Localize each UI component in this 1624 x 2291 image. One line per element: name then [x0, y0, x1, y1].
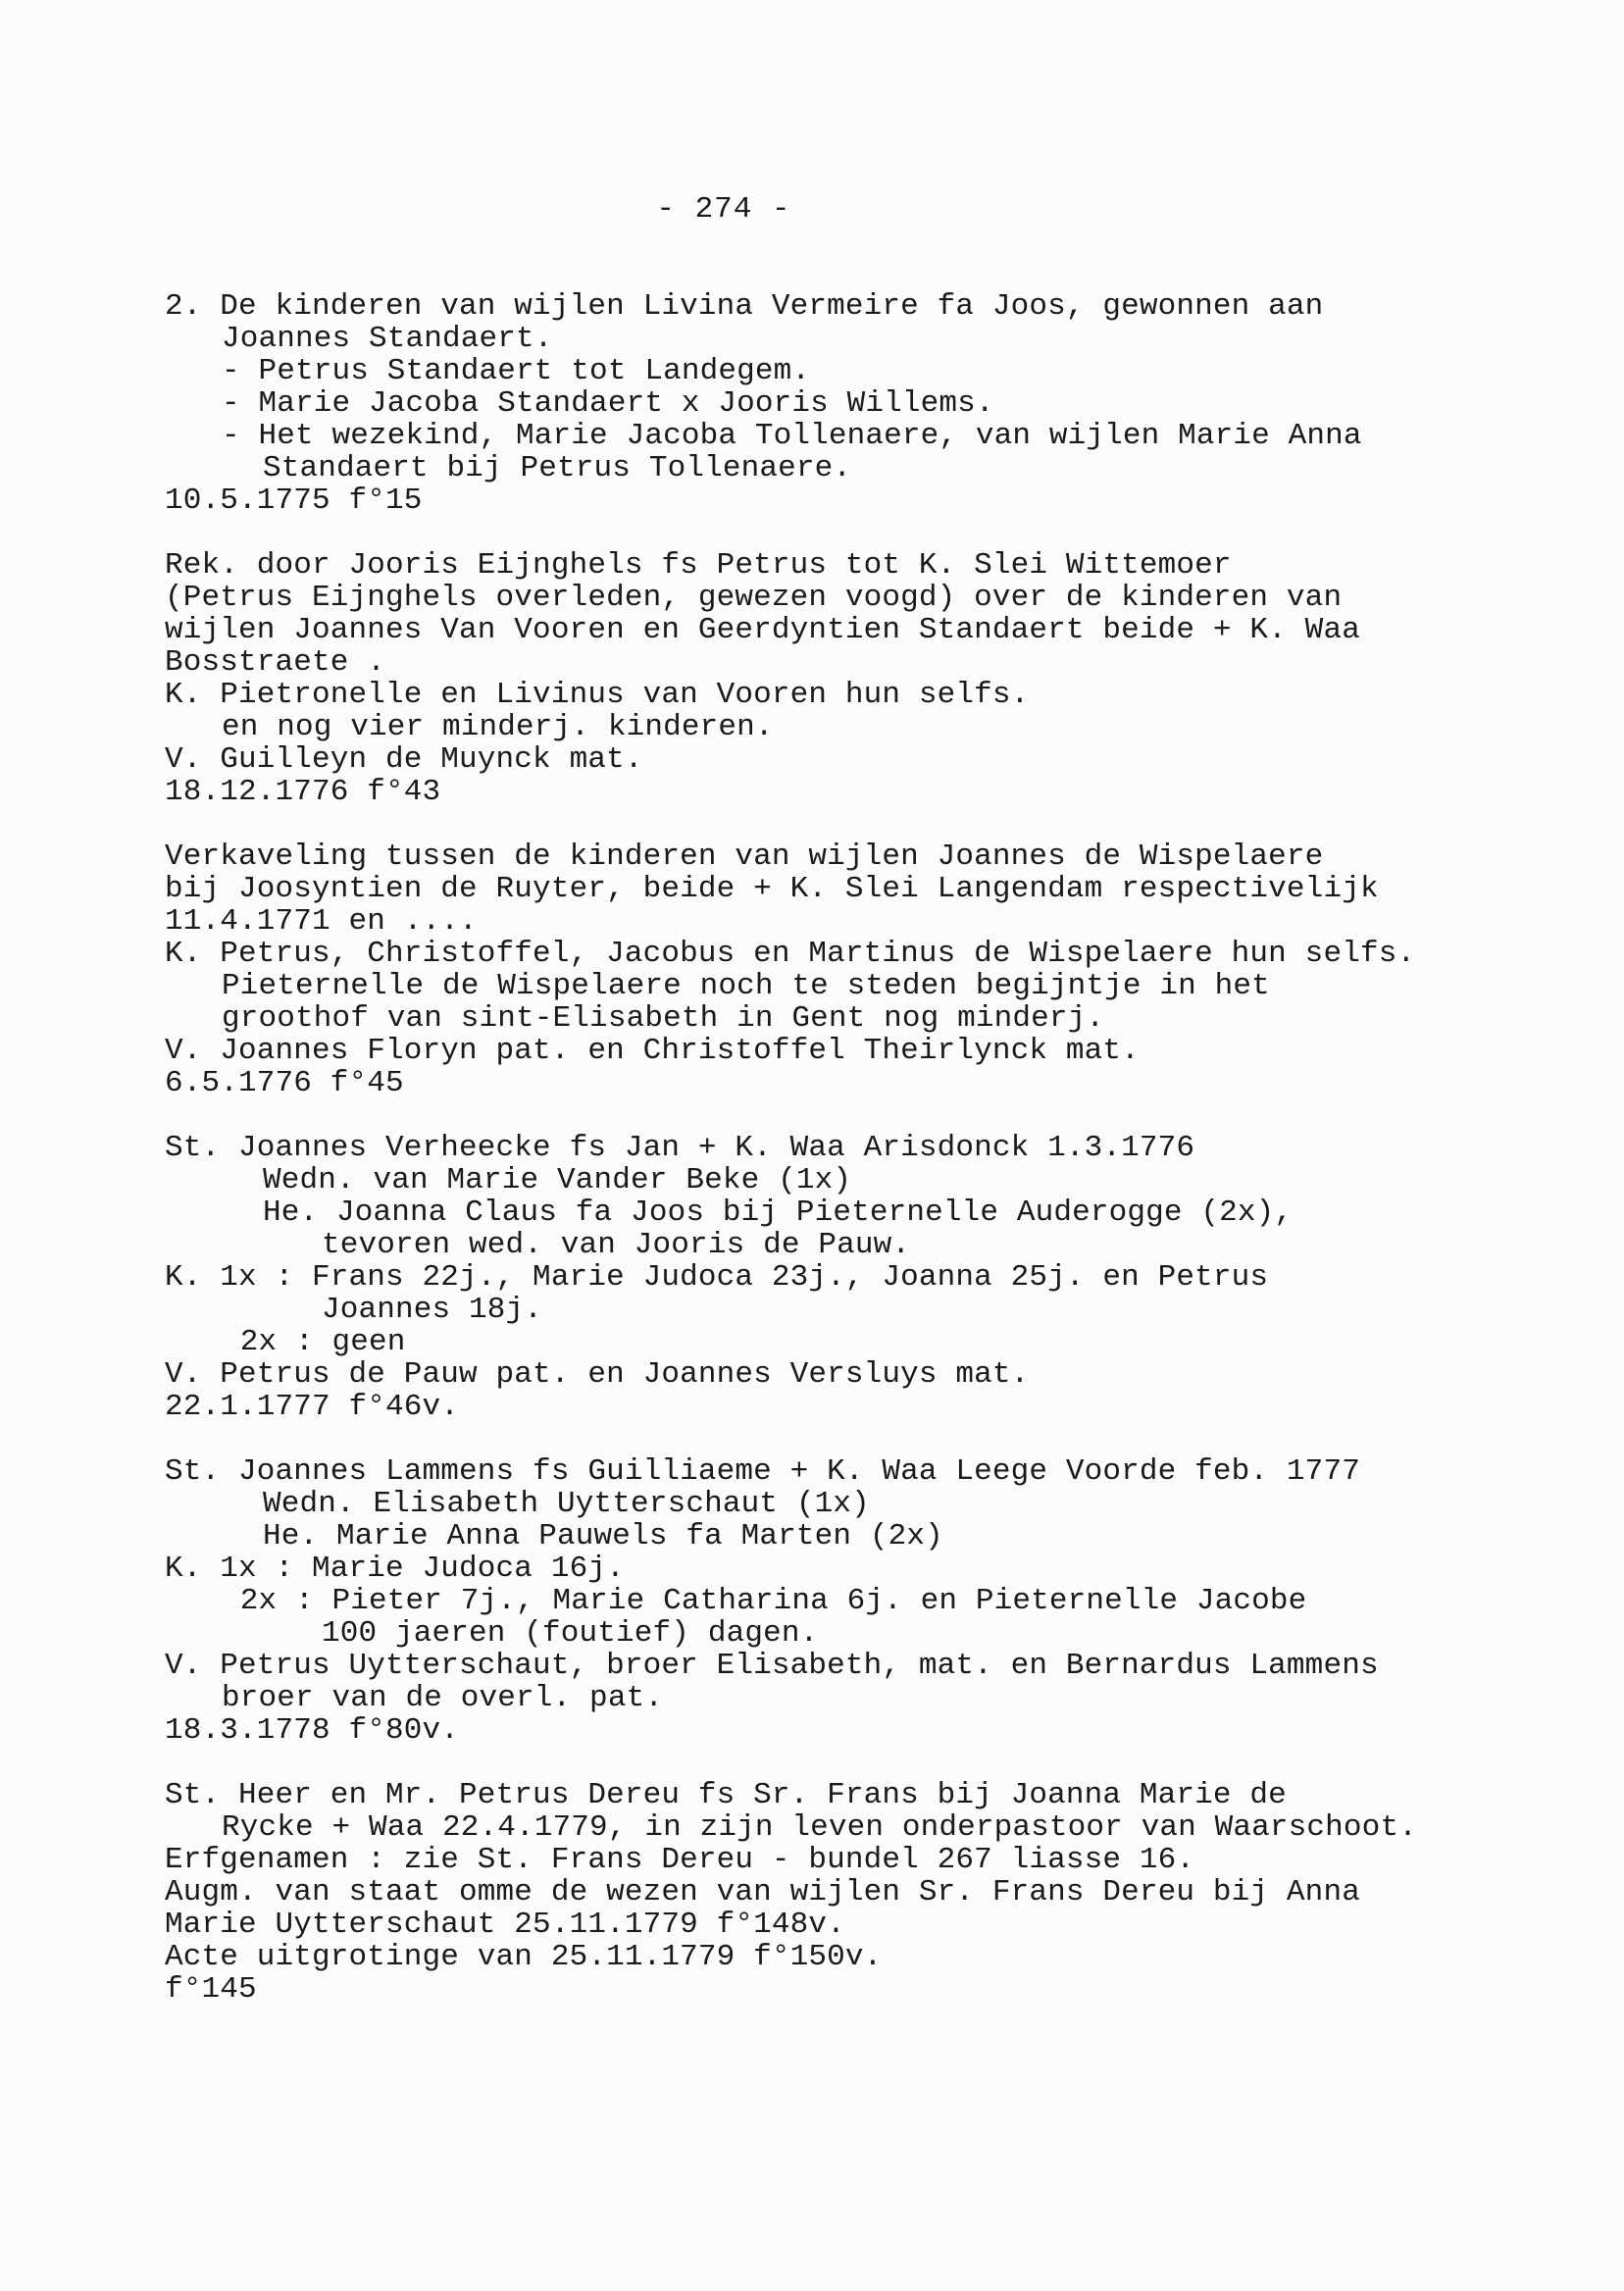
record-entry — [165, 1132, 1538, 1423]
text-line: Wedn. Elisabeth Uytterschaut (1x) — [263, 1487, 870, 1521]
record-entry — [165, 549, 1538, 808]
text-line: Wedn. van Marie Vander Beke (1x) — [263, 1163, 852, 1197]
entry-separator — [165, 1423, 1538, 1455]
text-line: Rek. door Jooris Eijnghels fs Petrus tot K. Slei Wittemoer — [165, 548, 1232, 583]
text-line: tevoren wed. van Jooris de Pauw. — [322, 1228, 911, 1262]
record-entry — [165, 1455, 1538, 1747]
text-line: Pieternelle de Wispelaere noch te steden begijntje in het — [222, 969, 1270, 1003]
record-entry — [165, 290, 1538, 517]
text-line: Rycke + Waa 22.4.1779, in zijn leven onderpastoor van Waarschoot. — [222, 1810, 1417, 1845]
text-line: Acte uitgrotinge van 25.11.1779 f°150v. — [165, 1940, 883, 1974]
text-line: broer van de overl. pat. — [222, 1681, 664, 1715]
text-line: Bosstraete . — [165, 645, 386, 680]
text-line: Standaert bij Petrus Tollenaere. — [263, 451, 852, 485]
text-line: - Petrus Standaert tot Landegem. — [222, 354, 811, 388]
text-line: 100 jaeren (foutief) dagen. — [322, 1616, 819, 1651]
text-line: K. Pietronelle en Livinus van Vooren hun selfs. — [165, 678, 1030, 712]
text-line: He. Marie Anna Pauwels fa Marten (2x) — [263, 1519, 943, 1553]
text-line: f°145 — [165, 1972, 257, 2007]
entry-separator — [165, 1747, 1538, 1779]
text-line: Verkaveling tussen de kinderen van wijlen Joannes de Wispelaere — [165, 840, 1324, 874]
text-line: St. Joannes Verheecke fs Jan + K. Waa Arisdonck 1.3.1776 — [165, 1131, 1195, 1165]
text-line: 18.12.1776 f°43 — [165, 775, 441, 809]
text-line: St. Heer en Mr. Petrus Dereu fs Sr. Frans bij Joanna Marie de — [165, 1778, 1287, 1812]
text-line: Joannes 18j. — [322, 1293, 543, 1327]
text-line: bij Joosyntien de Ruyter, beide + K. Slei Langendam respectivelijk — [165, 872, 1379, 906]
text-line: Erfgenamen : zie St. Frans Dereu - bundel 267 liasse 16. — [165, 1843, 1195, 1877]
text-line: V. Petrus Uytterschaut, broer Elisabeth, mat. en Bernardus Lammens — [165, 1649, 1379, 1683]
text-line: V. Joannes Floryn pat. en Christoffel Theirlynck mat. — [165, 1034, 1140, 1068]
entry-separator — [165, 1099, 1538, 1132]
text-line: 11.4.1771 en .... — [165, 904, 478, 939]
entry-separator — [165, 808, 1538, 840]
text-line: K. 1x : Frans 22j., Marie Judoca 23j., Joanna 25j. en Petrus — [165, 1260, 1269, 1295]
text-line: wijlen Joannes Van Vooren en Geerdyntien Standaert beide + K. Waa — [165, 613, 1360, 647]
text-line: 18.3.1778 f°80v. — [165, 1713, 460, 1748]
text-line: - Marie Jacoba Standaert x Jooris Willems. — [222, 386, 994, 421]
text-line: - Het wezekind, Marie Jacoba Tollenaere, van wijlen Marie Anna — [222, 419, 1362, 453]
text-line: 2. De kinderen van wijlen Livina Vermeire fa Joos, gewonnen aan — [165, 289, 1324, 324]
text-line: 10.5.1775 f°15 — [165, 484, 423, 518]
text-line: Joannes Standaert. — [222, 322, 553, 356]
text-line: 2x : Pieter 7j., Marie Catharina 6j. en Pieternelle Jacobe — [222, 1584, 1307, 1618]
document-body — [165, 290, 1538, 2006]
text-line: V. Petrus de Pauw pat. en Joannes Versluys mat. — [165, 1357, 1030, 1392]
text-line: V. Guilleyn de Muynck mat. — [165, 742, 643, 777]
text-line: Marie Uytterschaut 25.11.1779 f°148v. — [165, 1908, 845, 1942]
text-line: K. Petrus, Christoffel, Jacobus en Martinus de Wispelaere hun selfs. — [165, 937, 1416, 971]
text-line: 22.1.1777 f°46v. — [165, 1390, 460, 1424]
record-entry — [165, 1779, 1538, 2006]
text-line: Augm. van staat omme de wezen van wijlen Sr. Frans Dereu bij Anna — [165, 1875, 1360, 1909]
text-line: en nog vier minderj. kinderen. — [222, 710, 774, 744]
text-line: (Petrus Eijnghels overleden, gewezen voogd) over de kinderen van — [165, 581, 1343, 615]
text-line: 2x : geen — [222, 1325, 406, 1359]
text-line: K. 1x : Marie Judoca 16j. — [165, 1552, 625, 1586]
text-line: 6.5.1776 f°45 — [165, 1066, 404, 1100]
record-entry — [165, 840, 1538, 1099]
text-line: groothof van sint-Elisabeth in Gent nog minderj. — [222, 1001, 1105, 1036]
text-line: He. Joanna Claus fa Joos bij Pieternelle Auderogge (2x), — [263, 1196, 1294, 1230]
page-number: - 274 - — [656, 192, 791, 227]
text-line: St. Joannes Lammens fs Guilliaeme + K. Waa Leege Voorde feb. 1777 — [165, 1454, 1360, 1489]
entry-separator — [165, 517, 1538, 549]
